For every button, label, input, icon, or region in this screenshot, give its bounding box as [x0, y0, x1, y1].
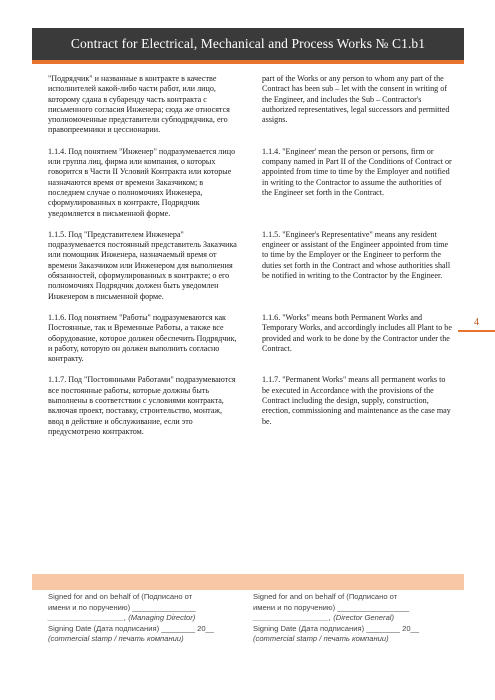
- clause-row: [48, 147, 452, 219]
- signing-date: Signing Date (Дата подписания) ________ 20__: [253, 623, 419, 633]
- clause-en: part of the Works or any person to whom any part of the Contract has been sub – let with the consent in writing of the Engineer, and includes the Sub – Contractor's authorized representatives, legal successors and permitted assigns.: [262, 74, 450, 125]
- clause-en: 1.1.5. "Engineer's Representative" means any resident engineer or assistant of the Engineer appointed from time to time by the Employer or the Engineer to perform the duties set forth in the Contract and whose authorities shall be notified in writing to the Contractor by the Engineer.: [262, 229, 451, 281]
- clause-row: [48, 313, 452, 364]
- clause-row: [48, 375, 452, 437]
- signature-line: имени и по поручению) _________________: [253, 602, 410, 612]
- signature-block-right: [253, 592, 448, 645]
- page-number-underline: [458, 330, 495, 332]
- document-header: [32, 28, 464, 64]
- stamp-note: (commercial stamp / печать компании): [253, 634, 389, 644]
- clause-en: 1.1.7. "Permanent Works" means all permanent works to be executed in Accordance with the provisions of the Contract including the design, supply, construction, erection, commissioning and maintenance as the case may be.: [262, 375, 451, 426]
- clause-ru: "Подрядчик" и названные в контракте в качестве исполнителей какой-либо части работ, или лицо, которому сдана в субаренду часть контракта с письменного согласия Инженера; сюда же относятся уполномоченные представители субподрядчика, его правопреемники и цессионарии.: [48, 74, 230, 135]
- clause-en: 1.1.6. "Works" means both Permanent Works and Temporary Works, and accordingly includes all Plant to be provided and work to be done by the Contractor under the Contract.: [262, 312, 452, 353]
- bilingual-columns: [48, 74, 452, 448]
- clause-row: [48, 74, 452, 136]
- page-number: 4: [474, 317, 479, 328]
- signatory-role: __________________, (Director General): [253, 613, 395, 623]
- clause-en: 1.1.4. "Engineer' mean the person or persons, firm or company named in Part II of the Conditions of Contract or appointed from time to time by the Employer and notified in writing to the Contractor to assume the authorities of the Engineer set forth in the Contract.: [262, 146, 452, 197]
- signature-block-left: [48, 592, 243, 645]
- signature-line: Signed for and on behalf of (Подписано от: [48, 592, 193, 601]
- clause-ru: 1.1.7. Под "Постоянными Работами" подразумеваются все постоянные работы, которые должны быть выполнены в соответствии с условиями контракта, включая проект, поставку, строительство, монтаж, ввод в действие и обслуживание, если это предусмотрено контрактом.: [48, 375, 236, 436]
- stamp-note: (commercial stamp / печать компании): [48, 634, 184, 644]
- clause-ru: 1.1.5. Под "Представителем Инженера" подразумевается постоянный представитель Заказчика или помощник Инженера, назначаемый время от времени Заказчиком или Инженером для выполнения обязанностей, сформулированных в контракте; о его полномочиях Подрядчик должен быть уведомлен Инженером в письменной форме.: [48, 229, 237, 301]
- clause-row: [48, 230, 452, 302]
- clause-ru: 1.1.6. Под понятием "Работы" подразумеваются как Постоянные, так и Временные Работы, а также все оборудование, которое должен обеспечить Подрядчик, и работу, которую он должен выполнить согласно контракту.: [48, 312, 237, 364]
- footer-band: [32, 574, 464, 590]
- signing-date: Signing Date (Дата подписания) ________ 20__: [48, 623, 214, 633]
- clause-ru: 1.1.4. Под понятием "Инженер" подразумевается лицо или группа лиц, фирма или компания, о которых говорится в Части II Условий Контракта или которые назначаются время от времени Заказчиком; в последнем случае о полномочиях Инженера, сформулированных в контракте, Подрядчик уведомляется в письменной форме.: [48, 146, 236, 218]
- document-title: Contract for Electrical, Mechanical and Process Works № C1.b1: [70, 36, 426, 51]
- signatory-role: __________________, (Managing Director): [48, 613, 196, 623]
- signature-footer: [48, 592, 448, 645]
- signature-line: Signed for and on behalf of (Подписано от: [253, 592, 398, 601]
- signature-line: имени и по поручению) _______________: [48, 602, 196, 612]
